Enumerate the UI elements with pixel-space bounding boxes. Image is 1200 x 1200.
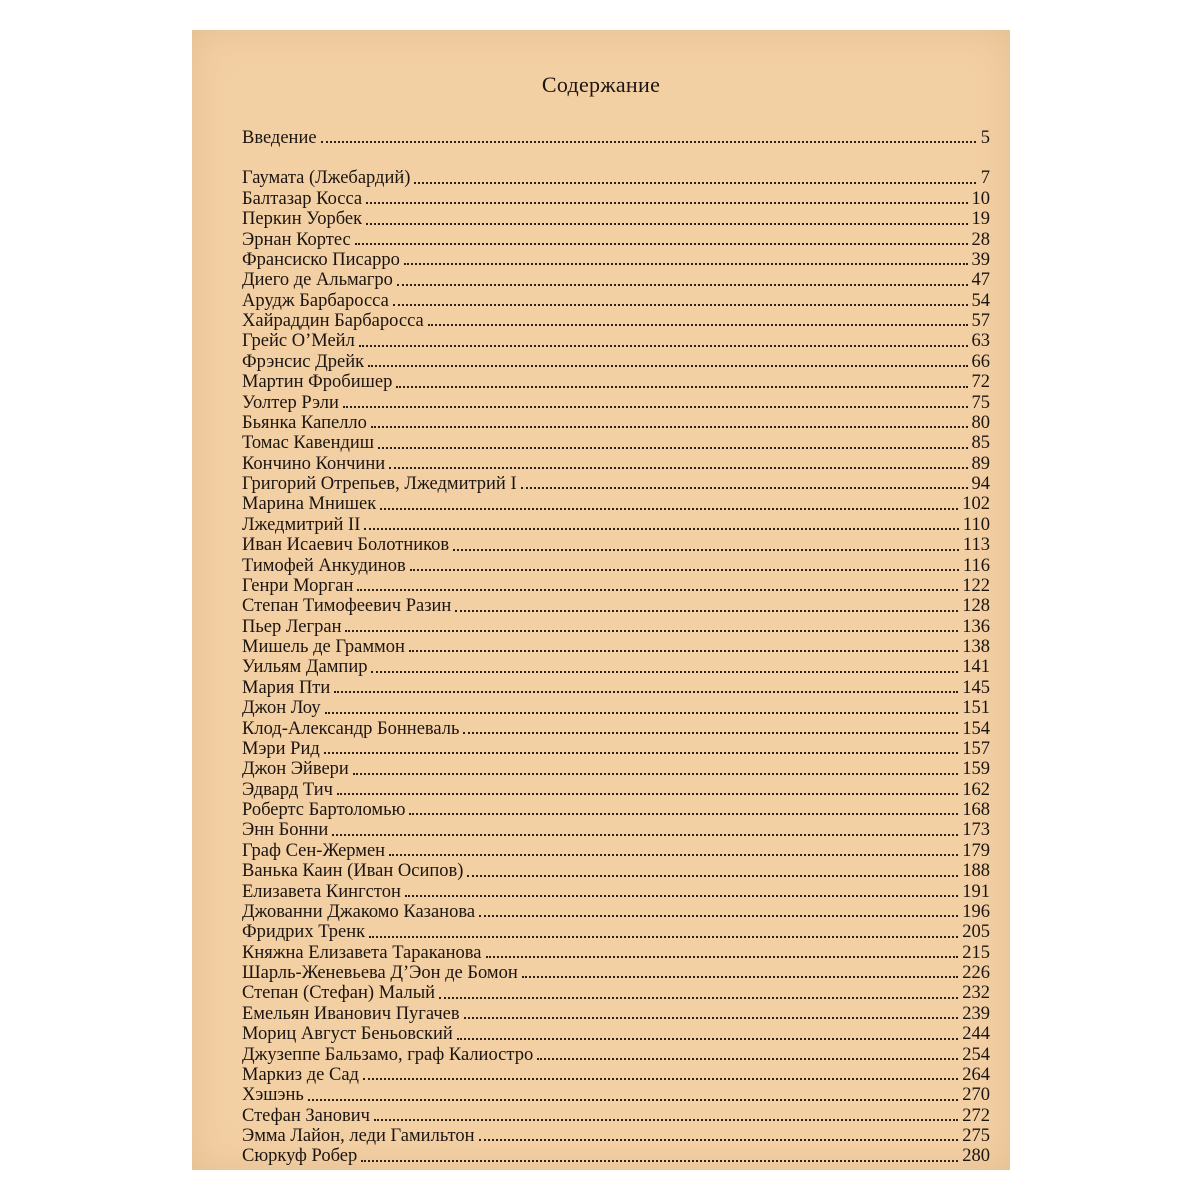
- toc-entry-page: 94: [971, 474, 990, 494]
- toc-entry: [242, 882, 990, 902]
- dot-leader: [414, 182, 976, 184]
- toc-entry: [242, 678, 990, 698]
- toc-entry-name: Княжна Елизавета Тараканова: [242, 942, 482, 963]
- dot-leader: [397, 284, 968, 286]
- toc-entry-name: Шарль-Женевьева Д’Эон де Бомон: [242, 963, 518, 983]
- toc-entry-name: Арудж Барбаросса: [242, 290, 389, 311]
- dot-leader: [457, 1038, 958, 1040]
- toc-entry-name: Эдвард Тич: [242, 779, 333, 800]
- toc-entry-name: Генри Морган: [242, 575, 354, 596]
- toc-entry: [242, 454, 990, 474]
- dot-leader: [410, 569, 959, 571]
- toc-entry: [242, 943, 990, 963]
- toc-entry: [242, 1065, 990, 1085]
- toc-entry: [242, 739, 990, 759]
- toc-entry-name: Иван Исаевич Болотников: [242, 535, 450, 556]
- toc-entry: [242, 1045, 990, 1065]
- toc-entry: [242, 841, 990, 861]
- dot-leader: [522, 976, 958, 978]
- toc-entry-name: Стефан Занович: [242, 1105, 370, 1126]
- toc-entry-name: Бьянка Капелло: [242, 412, 367, 433]
- dot-leader: [371, 426, 968, 428]
- toc-entry-name: Степан Тимофеевич Разин: [242, 596, 452, 617]
- toc-entry-name: Клод-Александр Бонневаль: [242, 718, 460, 739]
- toc-entry: [242, 433, 990, 453]
- toc-entry-page: 173: [962, 820, 990, 841]
- toc-entry-page: 191: [962, 881, 990, 902]
- toc-entry-name: Елизавета Кингстон: [242, 881, 401, 902]
- toc-entry: [242, 474, 990, 494]
- toc-entry-page: 272: [962, 1105, 990, 1126]
- toc-entry-page: 39: [971, 249, 990, 270]
- toc-entry-name: Энн Бонни: [242, 820, 329, 841]
- dot-leader: [325, 712, 959, 714]
- dot-leader: [366, 223, 967, 225]
- dot-leader: [355, 243, 968, 245]
- toc-entry-page: 57: [971, 311, 990, 331]
- toc-entry-page: 244: [962, 1024, 990, 1045]
- dot-leader: [368, 365, 967, 367]
- toc-entry-page: 154: [962, 718, 990, 739]
- toc-entry: [242, 556, 990, 576]
- toc-entry: [242, 1024, 990, 1044]
- toc-entry-page: 136: [962, 616, 990, 637]
- dot-leader: [321, 141, 976, 143]
- toc-entry-name: Уильям Дампир: [242, 657, 368, 678]
- dot-leader: [389, 854, 958, 856]
- toc-entry-page: 215: [962, 942, 990, 963]
- toc-entry: [242, 535, 990, 555]
- toc-entry-name: Уолтер Рэли: [242, 392, 339, 413]
- toc-entry-name: Гаумата (Лжебардий): [242, 168, 411, 189]
- toc-entry-page: 66: [971, 351, 990, 372]
- toc-entry-page: 116: [962, 555, 990, 576]
- toc-entry: [242, 1106, 990, 1126]
- toc-entry-name: Григорий Отрепьев, Лжедмитрий I: [242, 474, 517, 494]
- toc-entry-page: 205: [962, 922, 990, 943]
- toc-entry: [242, 780, 990, 800]
- dot-leader: [324, 752, 958, 754]
- dot-leader: [486, 956, 959, 958]
- dot-leader: [479, 1139, 959, 1141]
- toc-entry-page: 168: [962, 800, 990, 820]
- dot-leader: [479, 915, 958, 917]
- toc-entry: [242, 230, 990, 250]
- toc-entry-name: Эмма Лайон, леди Гамильтон: [242, 1126, 475, 1146]
- toc-entry-page: 7: [980, 168, 990, 189]
- toc-entry-name: Мишель де Граммон: [242, 637, 405, 657]
- toc-entry-name: Грейс О’Мейл: [242, 331, 355, 352]
- toc-entry-name: Мэри Рид: [242, 738, 320, 759]
- toc-entry-page: 239: [962, 1003, 990, 1024]
- toc-entry-name: Перкин Уорбек: [242, 209, 363, 230]
- toc-entry-page: 72: [971, 372, 990, 393]
- toc-entry-name: Мартин Фробишер: [242, 372, 393, 393]
- toc-entry: [242, 189, 990, 209]
- dot-leader: [428, 324, 968, 326]
- dot-leader: [467, 875, 958, 877]
- toc-entry: [242, 800, 990, 820]
- toc-entry: [242, 983, 990, 1003]
- dot-leader: [374, 1119, 958, 1121]
- toc-entry-page: 89: [971, 453, 990, 474]
- table-of-contents: [242, 128, 990, 1167]
- toc-entry-name: Фрэнсис Дрейк: [242, 351, 365, 372]
- dot-leader: [380, 508, 958, 510]
- toc-entry-name: Мориц Август Беньовский: [242, 1024, 453, 1045]
- toc-entry-name: Сюркуф Робер: [242, 1146, 358, 1167]
- toc-entry-page: 254: [962, 1044, 990, 1065]
- toc-entry: [242, 637, 990, 657]
- dot-leader: [366, 202, 967, 204]
- dot-leader: [361, 1160, 958, 1162]
- toc-entry-name: Джованни Джакомо Казанова: [242, 901, 476, 922]
- toc-entry-page: 47: [971, 270, 990, 291]
- dot-leader: [369, 936, 958, 938]
- toc-entry-name: Джон Лоу: [242, 698, 321, 719]
- dot-leader: [405, 895, 958, 897]
- dot-leader: [345, 630, 958, 632]
- dot-leader: [332, 834, 958, 836]
- dot-leader: [455, 610, 958, 612]
- toc-entry: [242, 1126, 990, 1146]
- toc-entry: [242, 1085, 990, 1105]
- dot-leader: [537, 1058, 958, 1060]
- toc-entry-page: 80: [971, 412, 990, 433]
- toc-entry-page: 232: [962, 983, 990, 1004]
- toc-entry: [242, 250, 990, 270]
- toc-entry-page: 275: [962, 1126, 990, 1146]
- toc-entry-name: Томас Кавендиш: [242, 433, 375, 454]
- toc-entry-name: Хэшэнь: [242, 1085, 304, 1106]
- toc-entry: [242, 657, 990, 677]
- toc-entry-page: 226: [962, 963, 990, 983]
- toc-entry-page: 128: [962, 596, 990, 617]
- toc-entry-page: 28: [971, 229, 990, 250]
- toc-entry-page: 179: [962, 840, 990, 861]
- dot-leader: [396, 386, 967, 388]
- toc-entry-page: 157: [962, 738, 990, 759]
- toc-entry-name: Диего де Альмагро: [242, 270, 393, 291]
- toc-entry-page: 54: [971, 290, 990, 311]
- dot-leader: [359, 345, 968, 347]
- dot-leader: [343, 406, 968, 408]
- toc-entry: [242, 861, 990, 881]
- toc-entry-name: Кончино Кончини: [242, 453, 386, 474]
- dot-leader: [364, 528, 959, 530]
- toc-entry: [242, 576, 990, 596]
- toc-entry-name: Маркиз де Сад: [242, 1064, 359, 1085]
- toc-entry: [242, 168, 990, 188]
- toc-entry: [242, 617, 990, 637]
- toc-entry: [242, 270, 990, 290]
- toc-entry-page: 63: [971, 331, 990, 352]
- toc-entry-name: Фридрих Тренк: [242, 922, 366, 943]
- toc-entry-name: Введение: [242, 128, 317, 148]
- toc-entry: [242, 352, 990, 372]
- toc-entry: [242, 963, 990, 983]
- toc-entry-name: Марина Мнишек: [242, 494, 377, 515]
- dot-leader: [371, 671, 958, 673]
- toc-entry-name: Эрнан Кортес: [242, 229, 351, 250]
- toc-entry-page: 10: [971, 188, 990, 209]
- toc-entry-name: Ванька Каин (Иван Осипов): [242, 861, 464, 882]
- toc-entry: [242, 1004, 990, 1024]
- dot-leader: [308, 1099, 958, 1101]
- toc-entry-name: Джон Эйвери: [242, 759, 349, 780]
- dot-leader: [378, 447, 967, 449]
- toc-entry-name: Граф Сен-Жермен: [242, 840, 386, 861]
- toc-entry-name: Мария Пти: [242, 677, 331, 698]
- toc-entry-page: 264: [962, 1064, 990, 1085]
- toc-entry-page: 188: [962, 861, 990, 882]
- dot-leader: [453, 549, 959, 551]
- toc-entry: [242, 494, 990, 514]
- dot-leader: [334, 691, 958, 693]
- toc-entry-name: Хайраддин Барбаросса: [242, 311, 424, 331]
- dot-leader: [463, 732, 958, 734]
- toc-entry-page: 122: [962, 575, 990, 596]
- toc-entry: [242, 209, 990, 229]
- toc-entry-name: Балтазар Косса: [242, 188, 363, 209]
- dot-leader: [337, 793, 958, 795]
- toc-entry-page: 196: [962, 901, 990, 922]
- toc-entry-page: 159: [962, 759, 990, 780]
- dot-leader: [357, 589, 958, 591]
- toc-entry-page: 102: [962, 494, 990, 515]
- toc-entry-page: 113: [962, 535, 990, 556]
- toc-entry-name: Тимофей Анкудинов: [242, 555, 406, 576]
- toc-entry: [242, 922, 990, 942]
- toc-entry: [242, 902, 990, 922]
- toc-entry: [242, 759, 990, 779]
- toc-entry-name: Степан (Стефан) Малый: [242, 983, 436, 1004]
- toc-entry: [242, 291, 990, 311]
- toc-entry-name: Емельян Иванович Пугачев: [242, 1003, 460, 1024]
- toc-entry-page: 280: [962, 1146, 990, 1167]
- toc-entry: [242, 393, 990, 413]
- toc-entry-page: 5: [980, 128, 990, 148]
- page-title: Содержание: [541, 72, 661, 97]
- toc-entry-name: Пьер Легран: [242, 616, 342, 637]
- toc-entry-page: 141: [962, 657, 990, 678]
- dot-leader: [439, 997, 958, 999]
- toc-entry-name: Лжедмитрий II: [242, 514, 361, 535]
- toc-entry: [242, 515, 990, 535]
- toc-entry-name: Джузеппе Бальзамо, граф Калиостро: [242, 1044, 534, 1065]
- toc-entry-page: 85: [971, 433, 990, 454]
- toc-entry-page: 145: [962, 677, 990, 698]
- dot-leader: [363, 1078, 958, 1080]
- toc-entry: [242, 820, 990, 840]
- dot-leader: [521, 487, 968, 489]
- toc-entry-page: 110: [962, 514, 990, 535]
- dot-leader: [409, 813, 958, 815]
- toc-entry-page: 270: [962, 1085, 990, 1106]
- toc-entry: [242, 1146, 990, 1166]
- dot-leader: [409, 650, 958, 652]
- toc-entry-intro: [242, 128, 990, 148]
- toc-entry: [242, 311, 990, 331]
- toc-entry: [242, 719, 990, 739]
- toc-entry-page: 19: [971, 209, 990, 230]
- toc-entry-page: 162: [962, 779, 990, 800]
- toc-entry-name: Франсиско Писарро: [242, 249, 400, 270]
- toc-entry-page: 138: [962, 637, 990, 657]
- dot-leader: [389, 467, 967, 469]
- toc-entry: [242, 372, 990, 392]
- toc-entry: [242, 413, 990, 433]
- toc-entry-page: 151: [962, 698, 990, 719]
- dot-leader: [393, 304, 968, 306]
- dot-leader: [404, 263, 968, 265]
- book-page: [192, 30, 1010, 1170]
- toc-entry: [242, 698, 990, 718]
- toc-entry: [242, 596, 990, 616]
- dot-leader: [353, 773, 958, 775]
- toc-entry-page: 75: [971, 392, 990, 413]
- toc-entry-name: Робертс Бартоломью: [242, 800, 406, 820]
- dot-leader: [464, 1017, 959, 1019]
- toc-entry: [242, 331, 990, 351]
